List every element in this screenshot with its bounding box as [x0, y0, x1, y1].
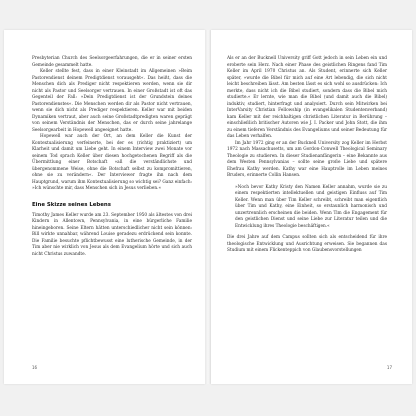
section-heading: Eine Skizze seines Lebens [32, 201, 111, 208]
right-page-text [227, 56, 387, 255]
paragraph: Hopewell war auch der Ort, an dem Keller die Kunst der Kontextualisierung verfeinerte, bei der es (richtig praktiziert) um Klarheit und damit um Liebe geht. In einem Interview zwei Monate vor seinem Tod sprach Keller über diesen hochgetochenen Begriff als die Übermittlung einer Botschaft »all die verständlichste und übergenommene Weise, ohne die Botschaft selbst zu kompromittieren, ohne sie zu verändern«. Der Interviewer fragte ihn nach dem Hauptgrund, warum ihm Kontextualisierung so wichtig sei? Ganz einfach: »Ich wünschte mir, dass Menschen sich in Jesus verlieben.« [32, 134, 192, 191]
page-number: 17 [386, 365, 392, 370]
paragraph: Als er an der Bucknell University griff Gott jedoch in sein Leben ein und eroberte sein Herz. Nach einer Phase des geistlichen Ringens fand Tim Keller im April 1970 Christus an. Als Student, erinnerte sich Keller später, »wurde die Bibel für mich auf eine Art lebendig, die sich nicht leicht beschreiben lässt. Am besten lässt es sich wohl so ausdrücken: Ich merkte, dass nicht ich die Bibel studiert, sondern dass die Bibel mich studierte.« Er lernte, wie man die Bibel (und damit auch die Bibel) induktiv, studiert, hinterfragt und analysiert. Durch sein Mitwirken bei InterVarsity Christian Fellowship (in evangelikalen Studentenverband) kam Keller mit der reichhaltigen christlichen Literatur in Berührung – einschließlich britischer Autoren wie J. I. Packer und John Stott, die ihm zu einem tieferen Verständnis des Evangeliums und seiner Bedeutung für das Leben verhalfen. [227, 56, 387, 139]
paragraph: Die drei Jahre auf dem Campus sollten sich als entscheidend für ihre theologische Entwicklung und Ausrichtung erweisen. Sie begannen das Studium mit einem Flickenteppich von Glaubensvorstellungen [227, 235, 387, 253]
paragraph: Presbyterian Church des Seelsorgeerfahrungen, die er in seiner ersten Gemeinde gesammelt hatte. [32, 56, 192, 68]
left-page [4, 30, 205, 384]
block-quote [235, 185, 387, 231]
paragraph: Timothy James Keller wurde am 23. September 1950 als ältestes von drei Kindern in Allentown, Pennsylvania, in eine bürgerliche Familie hineingeboren. Seine Eltern hätten unterschiedlicher nicht sein können: Bill wirkte unnahbar, während Louise geradezu erdrückend sein konnte. Die Familie besuchte pflichtbewusst eine lutherische Gemeinde, in der Tim aber nie wirklich von Jesus als dem Evangelium hörte und sich auch nicht Christus zuwandte. [32, 212, 192, 257]
left-page-text [32, 56, 192, 258]
paragraph: Keller stellte fest, dass in einer Kleinstadt im Allgemeinen »Beim Pastorendienst deinem Predigtdienst vorausgeht«. Das heißt, dass die Menschen dich als Prediger nicht respektieren werden, wenn sie dir nicht als Pastor und Seelsorger vertrauen. In einer Großstadt ist oft das Gegenteil der Fall: »Dein Predigtdienst ist der Grundstein deines Pastorendienstes«. Die Menschen werden dir als Pastor nicht vertrauen, wenn sie dich nicht als Prediger respektieren. Keller war mit beiden Dynamiken vertraut, aber auch seine Großstadtpredigten waren geprägt von seinem Verständnis der Menschen, das er durch seine jahrelange Seelsorgearbeit in Hopewell angeeignet hatte. [32, 69, 192, 133]
right-page [211, 30, 412, 384]
quote-text: »Noch bevor Kathy Kristy den Namen Keller annahm, wurde sie zu einem respektierten intellektuellen und geistigen Einfluss auf Tim Keller. Wenn man über Tim Keller schreibt, schreibt man eigentlich über Tim und Kathy, eine Einheit, so erstaunlich harmonisch und unzertrennlich erscheinen die beiden. Wenn Tim die Engagement für den geistlichen Dienst und seine Liebe zur Literatur teilen und die Entwicklung ihres Theologie beschäftigen.« [235, 184, 387, 229]
page-number: 16 [32, 365, 38, 370]
paragraph: Im Jahr 1972 ging er an der Bucknell University zog Keller im Herbst 1972 nach Massachusetts, um am Gordon-Conwell Theological Seminary Theologie zu studieren. In dieser Studienanfängerin – eine Bekannte aus dem Westen Pennsylvanias – sollte seine große Liebe und spätere Ehefrau Kathy werden. Kathy war eine Hauptrolle im Leben meines Bruders, erinnerte Collin Hansen. [227, 140, 387, 178]
